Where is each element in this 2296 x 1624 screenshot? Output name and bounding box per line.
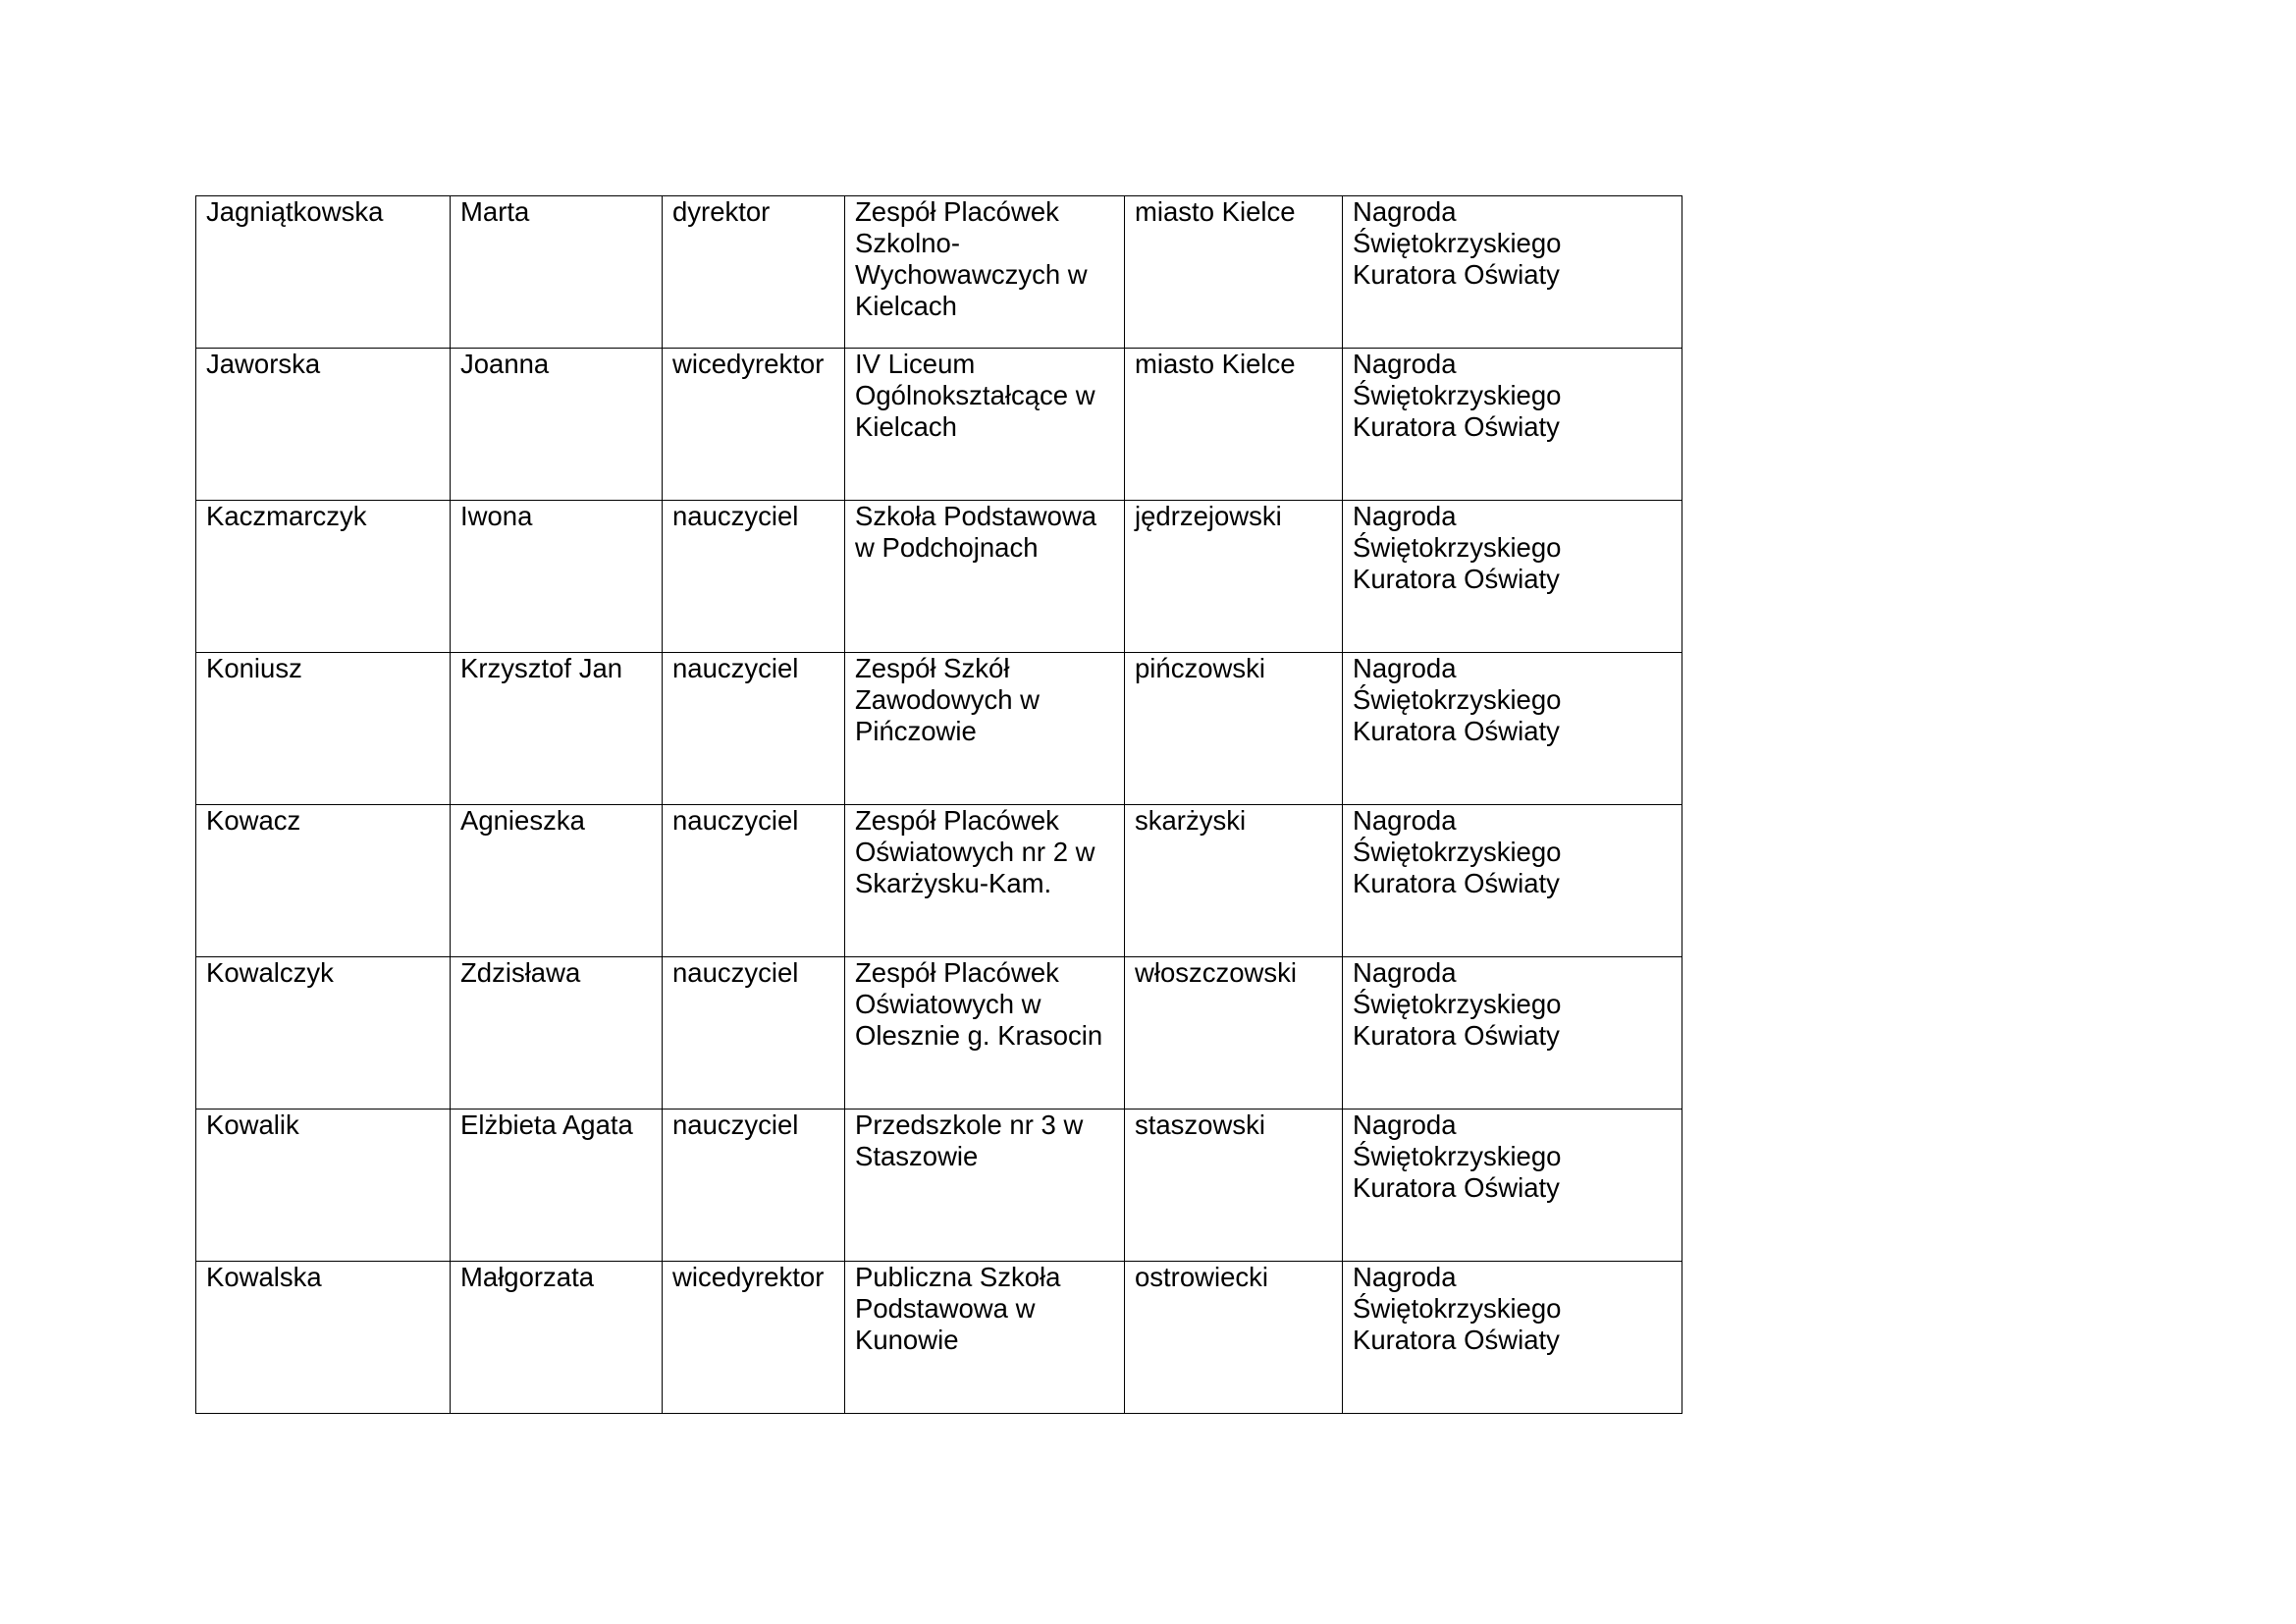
award-line: Kuratora Oświaty [1353, 259, 1560, 290]
surname-cell: Kaczmarczyk [196, 501, 451, 653]
district-cell: włoszczowski [1125, 957, 1343, 1110]
school-line: Kunowie [855, 1325, 959, 1355]
award-line: Kuratora Oświaty [1353, 564, 1560, 594]
first-name-cell: Małgorzata [451, 1262, 663, 1414]
award-cell [1343, 1110, 1682, 1262]
position-cell: nauczyciel [663, 501, 845, 653]
award-line: Świętokrzyskiego [1353, 1293, 1562, 1324]
school-cell [845, 349, 1125, 501]
award-cell [1343, 349, 1682, 501]
award-line: Świętokrzyskiego [1353, 989, 1562, 1019]
award-line: Nagroda [1353, 1262, 1457, 1292]
award-line: Nagroda [1353, 1110, 1457, 1140]
school-line: Kielcach [855, 291, 957, 321]
award-line: Nagroda [1353, 501, 1457, 531]
position-cell: wicedyrektor [663, 1262, 845, 1414]
award-line: Kuratora Oświaty [1353, 716, 1560, 746]
school-line: Kielcach [855, 411, 957, 442]
surname-cell: Jaworska [196, 349, 451, 501]
table-row [196, 501, 1682, 653]
table-row [196, 1110, 1682, 1262]
position-cell: wicedyrektor [663, 349, 845, 501]
school-line: Olesznie g. Krasocin [855, 1020, 1103, 1051]
table-row [196, 805, 1682, 957]
position-cell: nauczyciel [663, 957, 845, 1110]
school-line: Podstawowa w [855, 1293, 1036, 1324]
award-line: Nagroda [1353, 957, 1457, 988]
school-line: Zawodowych w [855, 684, 1040, 715]
school-line: Oświatowych w [855, 989, 1041, 1019]
position-cell: nauczyciel [663, 1110, 845, 1262]
first-name-cell: Krzysztof Jan [451, 653, 663, 805]
award-line: Kuratora Oświaty [1353, 1020, 1560, 1051]
school-line: Przedszkole nr 3 w [855, 1110, 1084, 1140]
award-line: Kuratora Oświaty [1353, 1325, 1560, 1355]
school-line: Szkolno- [855, 228, 960, 258]
school-cell [845, 501, 1125, 653]
award-recipients-table [195, 195, 1682, 1414]
school-line: Staszowie [855, 1141, 979, 1171]
table-row [196, 196, 1682, 349]
first-name-cell: Agnieszka [451, 805, 663, 957]
award-line: Kuratora Oświaty [1353, 411, 1560, 442]
district-cell: staszowski [1125, 1110, 1343, 1262]
award-cell [1343, 957, 1682, 1110]
award-cell [1343, 501, 1682, 653]
position-cell: nauczyciel [663, 805, 845, 957]
first-name-cell: Joanna [451, 349, 663, 501]
school-line: Publiczna Szkoła [855, 1262, 1061, 1292]
award-line: Nagroda [1353, 196, 1457, 227]
surname-cell: Koniusz [196, 653, 451, 805]
district-cell: miasto Kielce [1125, 349, 1343, 501]
surname-cell: Kowacz [196, 805, 451, 957]
school-cell [845, 957, 1125, 1110]
first-name-cell: Iwona [451, 501, 663, 653]
award-line: Kuratora Oświaty [1353, 1172, 1560, 1203]
award-line: Świętokrzyskiego [1353, 837, 1562, 867]
table-body [196, 196, 1682, 1414]
award-cell [1343, 1262, 1682, 1414]
school-line: Zespół Placówek [855, 196, 1059, 227]
school-line: Pińczowie [855, 716, 977, 746]
position-cell: nauczyciel [663, 653, 845, 805]
school-cell [845, 196, 1125, 349]
first-name-cell: Marta [451, 196, 663, 349]
school-line: Ogólnokształcące w [855, 380, 1095, 410]
position-cell: dyrektor [663, 196, 845, 349]
school-line: Oświatowych nr 2 w [855, 837, 1095, 867]
award-line: Nagroda [1353, 349, 1457, 379]
surname-cell: Kowalczyk [196, 957, 451, 1110]
school-line: Szkoła Podstawowa [855, 501, 1097, 531]
school-cell [845, 1110, 1125, 1262]
school-line: IV Liceum [855, 349, 976, 379]
first-name-cell: Elżbieta Agata [451, 1110, 663, 1262]
table-row [196, 349, 1682, 501]
school-line: Zespół Placówek [855, 805, 1059, 836]
award-line: Nagroda [1353, 805, 1457, 836]
surname-cell: Kowalik [196, 1110, 451, 1262]
award-line: Nagroda [1353, 653, 1457, 683]
school-line: w Podchojnach [855, 532, 1039, 563]
school-cell [845, 653, 1125, 805]
award-cell [1343, 805, 1682, 957]
first-name-cell: Zdzisława [451, 957, 663, 1110]
surname-cell: Kowalska [196, 1262, 451, 1414]
award-cell [1343, 196, 1682, 349]
school-line: Skarżysku-Kam. [855, 868, 1052, 898]
school-cell [845, 1262, 1125, 1414]
school-cell [845, 805, 1125, 957]
award-line: Świętokrzyskiego [1353, 228, 1562, 258]
surname-cell: Jagniątkowska [196, 196, 451, 349]
table-row [196, 957, 1682, 1110]
award-line: Świętokrzyskiego [1353, 532, 1562, 563]
school-line: Zespół Placówek [855, 957, 1059, 988]
district-cell: ostrowiecki [1125, 1262, 1343, 1414]
table-row [196, 653, 1682, 805]
award-cell [1343, 653, 1682, 805]
school-line: Zespół Szkół [855, 653, 1010, 683]
district-cell: skarżyski [1125, 805, 1343, 957]
district-cell: jędrzejowski [1125, 501, 1343, 653]
table-row [196, 1262, 1682, 1414]
award-line: Świętokrzyskiego [1353, 684, 1562, 715]
award-line: Świętokrzyskiego [1353, 1141, 1562, 1171]
district-cell: pińczowski [1125, 653, 1343, 805]
school-line: Wychowawczych w [855, 259, 1088, 290]
district-cell: miasto Kielce [1125, 196, 1343, 349]
award-line: Świętokrzyskiego [1353, 380, 1562, 410]
award-line: Kuratora Oświaty [1353, 868, 1560, 898]
